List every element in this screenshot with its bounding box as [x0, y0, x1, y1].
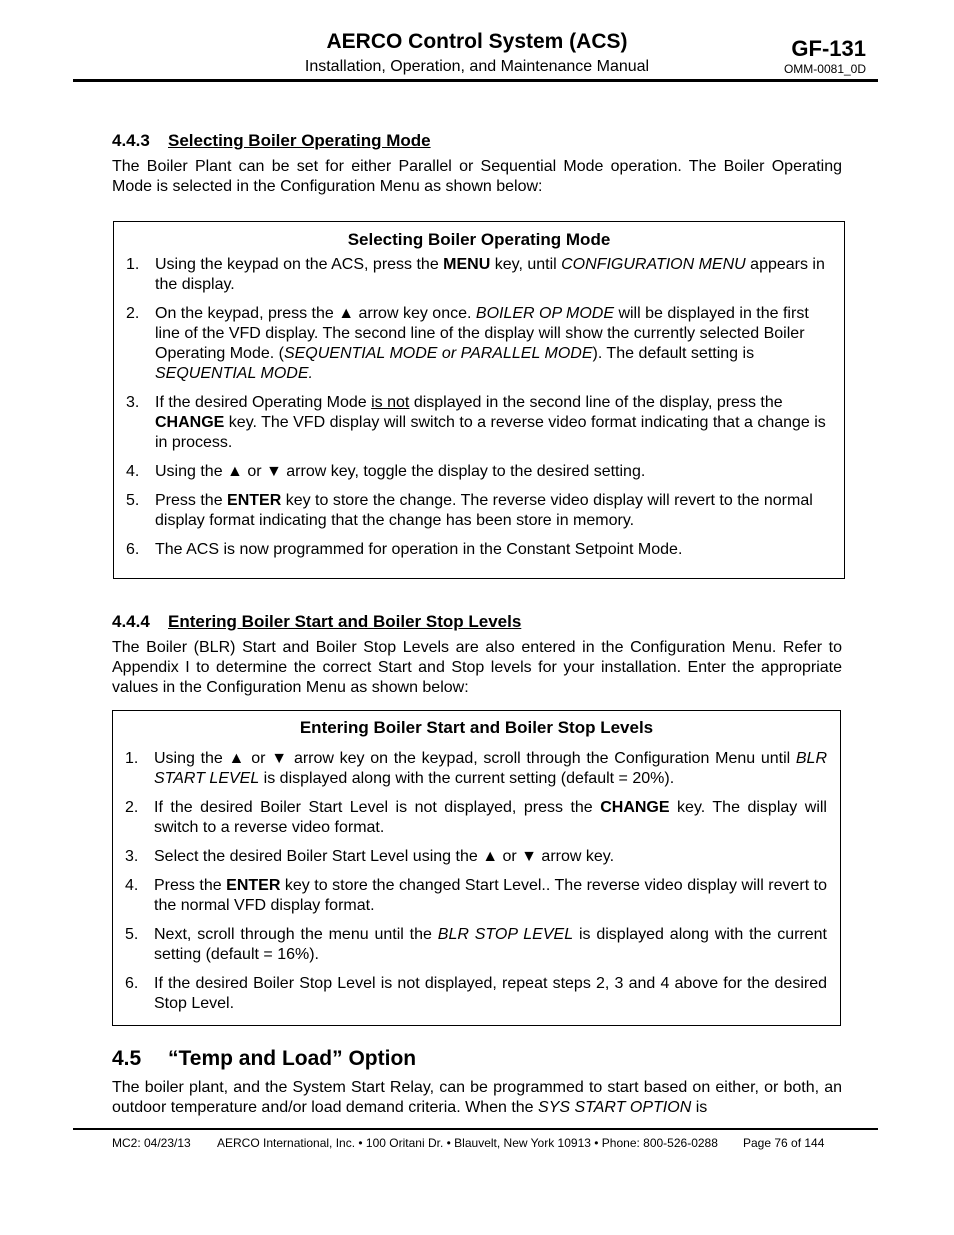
- section-heading-4-4-3: [112, 131, 431, 151]
- procedure-steps: [126, 255, 828, 560]
- procedure-step: 2. On the keypad, press the ▲ arrow key once. BOILER OP MODE will be displayed in the first line of the VFD display. The second line of the display will show the currently selected Boiler Operating Mode. (SEQUENTIAL MODE or PARALLEL MODE). The default setting is SEQUENTIAL MODE.: [126, 305, 809, 382]
- procedure-step: 3. Select the desired Boiler Start Level using the ▲ or ▼ arrow key.: [125, 848, 615, 865]
- procedure-step: 5. Next, scroll through the menu until the BLR STOP LEVEL is displayed along with the current setting (default = 16%).: [125, 926, 827, 963]
- procedure-box-title: Entering Boiler Start and Boiler Stop Levels: [299, 718, 654, 737]
- procedure-step: 5. Press the ENTER key to store the change. The reverse video display will revert to the normal display format indicating that the change has been store in memory.: [126, 492, 813, 529]
- procedure-step: 6. The ACS is now programmed for operation in the Constant Setpoint Mode.: [126, 541, 683, 558]
- procedure-box-start-stop-levels: [112, 710, 841, 1026]
- section-number: 4.5: [112, 1047, 142, 1070]
- section-paragraph: The Boiler Plant can be set for either Parallel or Sequential Mode operation. The Boiler Operating Mode is selected in the Configuration Menu as shown below:: [112, 158, 842, 195]
- section-paragraph: The Boiler (BLR) Start and Boiler Stop Levels are also entered in the Configuration Menu. Refer to Appendix I to determine the correct Start and Stop levels for your installation. Enter the appropriate values in the Configuration Menu as shown below:: [112, 639, 842, 696]
- document-title: AERCO Control System (ACS): [326, 30, 628, 53]
- section-heading-4-4-4: [112, 612, 521, 632]
- section-title: Selecting Boiler Operating Mode: [168, 131, 431, 150]
- procedure-step: 1. Using the ▲ or ▼ arrow key on the keypad, scroll through the Configuration Menu until BLR START LEVEL is displayed along with the current setting (default = 20%).: [125, 750, 827, 787]
- footer-revision: MC2: 04/23/13: [112, 1136, 191, 1150]
- section-paragraph: The boiler plant, and the System Start Relay, can be programmed to start based on either, or both, an outdoor temperature and/or load demand criteria. When the SYS START OPTION is: [112, 1079, 842, 1116]
- procedure-step: 4. Press the ENTER key to store the changed Start Level.. The reverse video display will revert to the normal VFD display format.: [125, 877, 827, 914]
- procedure-step: 4. Using the ▲ or ▼ arrow key, toggle the display to the desired setting.: [126, 463, 646, 480]
- section-number: 4.4.4: [112, 612, 150, 631]
- footer-address: AERCO International, Inc. • 100 Oritani Dr. • Blauvelt, New York 10913 • Phone: 800-526-0288: [217, 1136, 718, 1150]
- procedure-step: 6. If the desired Boiler Stop Level is not displayed, repeat steps 2, 3 and 4 above for the desired Stop Level.: [125, 975, 827, 1012]
- section-number: 4.4.3: [112, 131, 150, 150]
- footer-divider: [73, 1128, 878, 1130]
- procedure-step: 1. Using the keypad on the ACS, press the MENU key, until CONFIGURATION MENU appears in the display.: [126, 256, 825, 293]
- procedure-box-title: Selecting Boiler Operating Mode: [347, 230, 611, 249]
- document-code: GF-131: [791, 36, 866, 61]
- section-title: Entering Boiler Start and Boiler Stop Levels: [168, 612, 522, 631]
- document-number: OMM-0081_0D: [783, 62, 866, 76]
- section-title: “Temp and Load” Option: [168, 1047, 417, 1070]
- footer-page-number: Page 76 of 144: [743, 1136, 825, 1150]
- procedure-step: 2. If the desired Boiler Start Level is not displayed, press the CHANGE key. The display will switch to a reverse video format.: [125, 799, 827, 836]
- procedure-steps: [125, 749, 827, 1014]
- procedure-step: 3. If the desired Operating Mode is not displayed in the second line of the display, press the CHANGE key. The VFD display will switch to a reverse video format indicating that a change is in process.: [126, 394, 826, 451]
- section-heading-4-5: [112, 1047, 416, 1071]
- procedure-box-operating-mode: [113, 221, 845, 579]
- document-subtitle: Installation, Operation, and Maintenance Manual: [304, 58, 650, 75]
- header-divider: [73, 79, 878, 82]
